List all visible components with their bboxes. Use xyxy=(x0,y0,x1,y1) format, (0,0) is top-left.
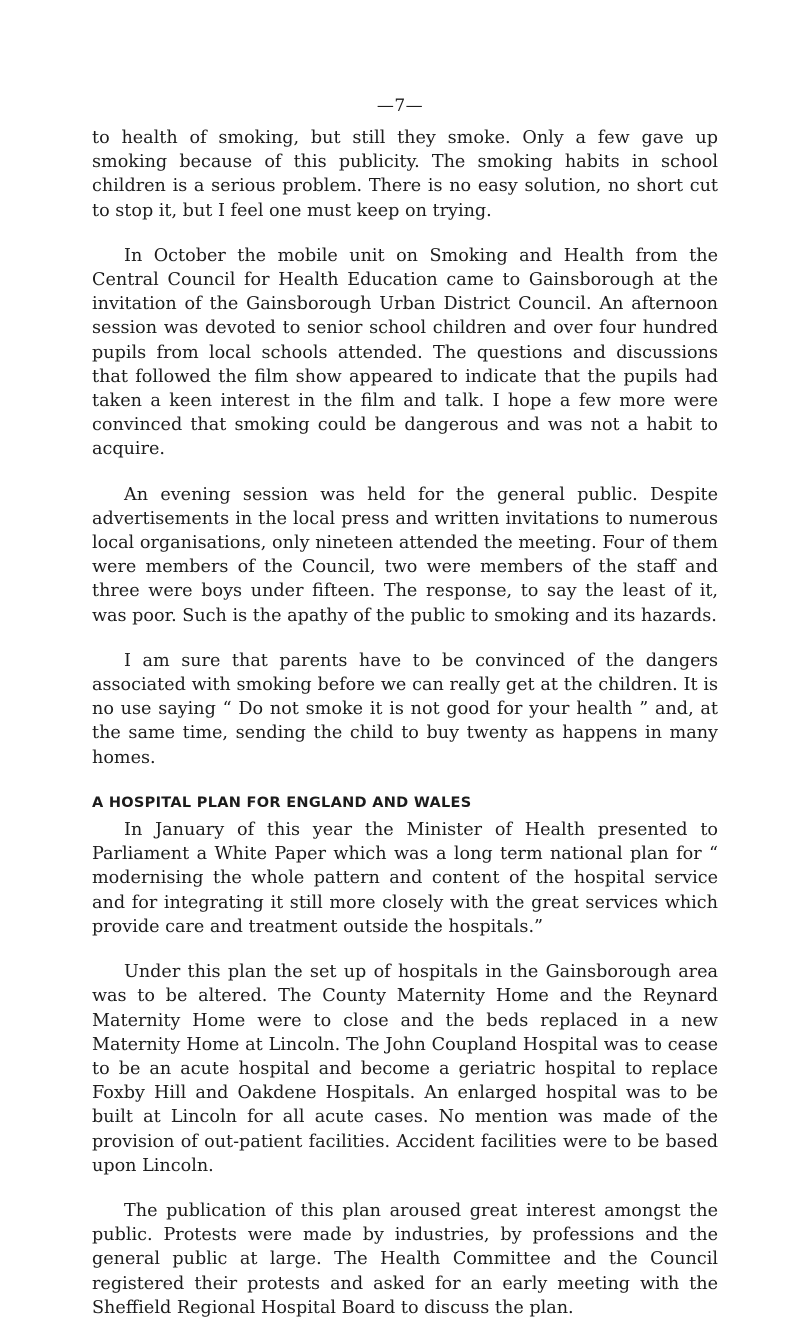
section-heading-hospital-plan: A HOSPITAL PLAN FOR ENGLAND AND WALES xyxy=(92,794,472,811)
body-text xyxy=(92,126,718,1341)
paragraph-parents: I am sure that parents have to be convinced of the dangers associated with smoking before we can really get at the children. It is no use saying “ Do not smoke it is not good for your health ” and, at the same time, sending the child to buy twenty as happens in many homes. xyxy=(92,650,718,768)
paragraph-smoking-continued: to health of smoking, but still they smoke. Only a few gave up smoking because of this publicity. The smoking habits in school children is a serious problem. There is no easy solution, no short cut to stop it, but I feel one must keep on trying. xyxy=(92,128,718,221)
paragraph-white-paper: In January of this year the Minister of Health presented to Parliament a White Paper which was a long term national plan for “ modernising the whole pattern and content of the hospital service and for integrating it still more closely with the great services which provide care and treatment outside the hospitals.” xyxy=(92,820,718,937)
paragraph-publication-protests: The publication of this plan aroused great interest amongst the public. Protests were made by industries, by professions and the general public at large. The Health Committee and the Council registered their protests and asked for an early meeting with the Sheffield Regional Hospital Board to discuss the plan. xyxy=(92,1200,718,1318)
page-number: —7— xyxy=(376,96,424,116)
paragraph-evening-session: An evening session was held for the general public. Despite advertisements in the local press and written invitations to numerous local organisations, only nineteen attended the meeting. Four of them were members of the Council, two were members of the staff and three were boys under fifteen. The response, to say the least of it, was poor. Such is the apathy of the public to smoking and its hazards. xyxy=(92,484,718,626)
paragraph-mobile-unit: In October the mobile unit on Smoking and Health from the Central Council for Health Education came to Gainsborough at the invitation of the Gainsborough Urban District Council. An afternoon session was devoted to senior school children and over four hundred pupils from local schools attended. The questions and discussions that followed the film show appeared to indicate that the pupils had taken a keen interest in the film and talk. I hope a few more were convinced that smoking could be dangerous and was not a habit to acquire. xyxy=(92,245,718,460)
paragraph-gainsborough-area: Under this plan the set up of hospitals in the Gainsborough area was to be altered. The County Maternity Home and the Reynard Maternity Home were to close and the beds replaced in a new Maternity Home at Lincoln. The John Coupland Hospital was to cease to be an acute hospital and become a geriatric hospital to replace Foxby Hill and Oakdene Hospitals. An enlarged hospital was to be built at Lincoln for all acute cases. No mention was made of the provision of out-patient facilities. Accident facilities were to be based upon Lincoln. xyxy=(92,962,718,1176)
